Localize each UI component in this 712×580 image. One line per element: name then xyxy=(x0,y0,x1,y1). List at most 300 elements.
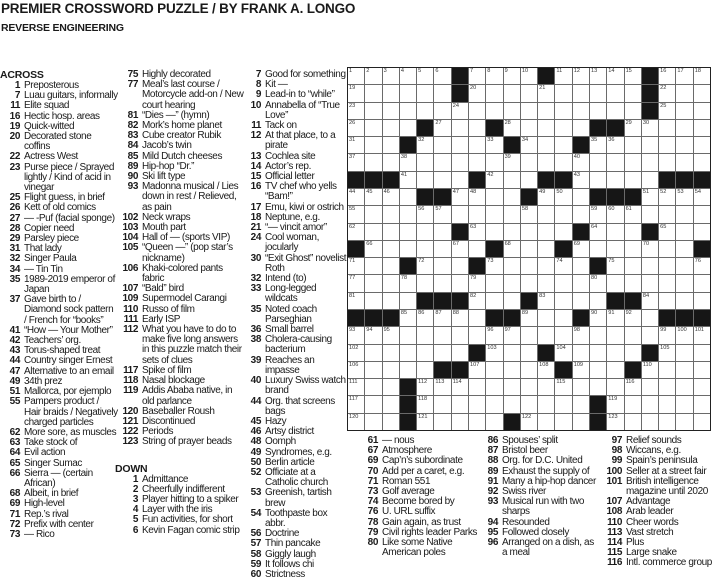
grid-cell[interactable] xyxy=(573,327,589,343)
grid-cell[interactable] xyxy=(469,224,485,240)
down-clue[interactable] xyxy=(244,254,348,274)
grid-cell[interactable] xyxy=(625,258,641,274)
grid-cell[interactable] xyxy=(469,396,485,412)
grid-cell[interactable] xyxy=(504,396,520,412)
grid-cell[interactable] xyxy=(434,258,450,274)
grid-cell[interactable] xyxy=(538,396,554,412)
across-clue[interactable] xyxy=(115,80,246,111)
grid-cell[interactable] xyxy=(469,103,485,119)
grid-cell[interactable] xyxy=(659,414,675,430)
grid-cell[interactable] xyxy=(642,327,658,343)
grid-cell[interactable] xyxy=(625,206,641,222)
grid-cell[interactable] xyxy=(590,103,606,119)
grid-cell[interactable] xyxy=(555,379,571,395)
grid-cell[interactable] xyxy=(521,241,537,257)
grid-cell[interactable] xyxy=(383,293,399,309)
grid-cell[interactable] xyxy=(694,362,710,378)
grid-cell[interactable] xyxy=(538,310,554,326)
grid-cell[interactable] xyxy=(625,68,641,84)
grid-cell[interactable] xyxy=(469,68,485,84)
grid-cell[interactable] xyxy=(642,137,658,153)
across-clue[interactable] xyxy=(115,437,246,447)
grid-cell[interactable] xyxy=(694,293,710,309)
grid-cell[interactable] xyxy=(642,379,658,395)
grid-cell[interactable] xyxy=(504,189,520,205)
grid-cell[interactable] xyxy=(521,137,537,153)
grid-cell[interactable] xyxy=(694,137,710,153)
grid-cell[interactable] xyxy=(504,206,520,222)
grid-cell[interactable] xyxy=(469,120,485,136)
grid-cell[interactable] xyxy=(625,120,641,136)
grid-cell[interactable] xyxy=(434,327,450,343)
grid-cell[interactable] xyxy=(625,327,641,343)
grid-cell[interactable] xyxy=(607,258,623,274)
grid-cell[interactable] xyxy=(452,103,468,119)
grid-cell[interactable] xyxy=(469,310,485,326)
grid-cell[interactable] xyxy=(417,241,433,257)
grid-cell[interactable] xyxy=(607,275,623,291)
grid-cell[interactable] xyxy=(486,224,502,240)
grid-cell[interactable] xyxy=(659,327,675,343)
grid-cell[interactable] xyxy=(676,206,692,222)
grid-cell[interactable] xyxy=(555,345,571,361)
grid-cell[interactable] xyxy=(452,414,468,430)
grid-cell[interactable] xyxy=(659,396,675,412)
grid-cell[interactable] xyxy=(676,137,692,153)
grid-cell[interactable] xyxy=(538,293,554,309)
grid-cell[interactable] xyxy=(383,362,399,378)
grid-cell[interactable] xyxy=(504,224,520,240)
grid-cell[interactable] xyxy=(486,189,502,205)
grid-cell[interactable] xyxy=(365,68,381,84)
grid-cell[interactable] xyxy=(659,379,675,395)
grid-cell[interactable] xyxy=(469,241,485,257)
grid-cell[interactable] xyxy=(642,120,658,136)
grid-cell[interactable] xyxy=(486,379,502,395)
down-clue[interactable] xyxy=(244,488,348,508)
grid-cell[interactable] xyxy=(694,68,710,84)
grid-cell[interactable] xyxy=(365,120,381,136)
grid-cell[interactable] xyxy=(694,85,710,101)
grid-cell[interactable] xyxy=(348,189,364,205)
grid-cell[interactable] xyxy=(383,189,399,205)
grid-cell[interactable] xyxy=(694,224,710,240)
grid-cell[interactable] xyxy=(452,189,468,205)
grid-cell[interactable] xyxy=(659,206,675,222)
grid-cell[interactable] xyxy=(659,345,675,361)
across-clue[interactable] xyxy=(0,469,118,489)
grid-cell[interactable] xyxy=(417,85,433,101)
grid-cell[interactable] xyxy=(452,258,468,274)
grid-cell[interactable] xyxy=(452,327,468,343)
grid-cell[interactable] xyxy=(590,310,606,326)
grid-cell[interactable] xyxy=(365,293,381,309)
down-clue[interactable] xyxy=(477,538,601,558)
down-clue[interactable] xyxy=(477,497,601,517)
grid-cell[interactable] xyxy=(400,241,416,257)
grid-cell[interactable] xyxy=(452,206,468,222)
grid-cell[interactable] xyxy=(417,275,433,291)
grid-cell[interactable] xyxy=(659,137,675,153)
grid-cell[interactable] xyxy=(538,189,554,205)
grid-cell[interactable] xyxy=(383,241,399,257)
grid-cell[interactable] xyxy=(400,206,416,222)
grid-cell[interactable] xyxy=(383,120,399,136)
grid-cell[interactable] xyxy=(434,241,450,257)
grid-cell[interactable] xyxy=(348,414,364,430)
down-clue[interactable] xyxy=(115,515,246,525)
grid-cell[interactable] xyxy=(417,154,433,170)
grid-cell[interactable] xyxy=(365,241,381,257)
grid-cell[interactable] xyxy=(625,310,641,326)
down-clue[interactable] xyxy=(350,538,480,558)
grid-cell[interactable] xyxy=(434,379,450,395)
grid-cell[interactable] xyxy=(590,345,606,361)
grid-cell[interactable] xyxy=(694,120,710,136)
grid-cell[interactable] xyxy=(434,224,450,240)
grid-cell[interactable] xyxy=(538,414,554,430)
grid-cell[interactable] xyxy=(573,154,589,170)
grid-cell[interactable] xyxy=(521,172,537,188)
grid-cell[interactable] xyxy=(417,224,433,240)
grid-cell[interactable] xyxy=(400,293,416,309)
grid-cell[interactable] xyxy=(417,172,433,188)
grid-cell[interactable] xyxy=(607,206,623,222)
grid-cell[interactable] xyxy=(348,224,364,240)
grid-cell[interactable] xyxy=(452,310,468,326)
grid-cell[interactable] xyxy=(642,414,658,430)
grid-cell[interactable] xyxy=(469,85,485,101)
grid-cell[interactable] xyxy=(434,85,450,101)
grid-cell[interactable] xyxy=(521,85,537,101)
grid-cell[interactable] xyxy=(573,258,589,274)
grid-cell[interactable] xyxy=(642,258,658,274)
grid-cell[interactable] xyxy=(383,137,399,153)
down-clue[interactable] xyxy=(244,468,348,488)
grid-cell[interactable] xyxy=(504,327,520,343)
grid-cell[interactable] xyxy=(452,241,468,257)
grid-cell[interactable] xyxy=(607,137,623,153)
down-clue[interactable] xyxy=(244,131,348,151)
down-clue[interactable] xyxy=(244,182,348,202)
grid-cell[interactable] xyxy=(452,396,468,412)
grid-cell[interactable] xyxy=(383,345,399,361)
grid-cell[interactable] xyxy=(348,68,364,84)
down-clue[interactable] xyxy=(244,376,348,396)
grid-cell[interactable] xyxy=(486,414,502,430)
grid-cell[interactable] xyxy=(383,154,399,170)
across-clue[interactable] xyxy=(0,132,118,152)
grid-cell[interactable] xyxy=(521,103,537,119)
grid-cell[interactable] xyxy=(607,362,623,378)
down-clue[interactable] xyxy=(596,477,712,497)
grid-cell[interactable] xyxy=(573,189,589,205)
grid-cell[interactable] xyxy=(676,379,692,395)
grid-cell[interactable] xyxy=(469,275,485,291)
grid-cell[interactable] xyxy=(521,414,537,430)
down-clue[interactable] xyxy=(244,233,348,253)
across-clue[interactable] xyxy=(0,530,118,540)
grid-cell[interactable] xyxy=(573,206,589,222)
grid-cell[interactable] xyxy=(659,224,675,240)
grid-cell[interactable] xyxy=(469,293,485,309)
grid-cell[interactable] xyxy=(486,345,502,361)
grid-cell[interactable] xyxy=(417,327,433,343)
grid-cell[interactable] xyxy=(504,68,520,84)
grid-cell[interactable] xyxy=(469,137,485,153)
grid-cell[interactable] xyxy=(504,154,520,170)
grid-cell[interactable] xyxy=(590,327,606,343)
grid-cell[interactable] xyxy=(590,241,606,257)
grid-cell[interactable] xyxy=(625,85,641,101)
grid-cell[interactable] xyxy=(607,85,623,101)
grid-cell[interactable] xyxy=(659,362,675,378)
grid-cell[interactable] xyxy=(434,310,450,326)
grid-cell[interactable] xyxy=(694,189,710,205)
grid-cell[interactable] xyxy=(486,103,502,119)
grid-cell[interactable] xyxy=(504,275,520,291)
grid-cell[interactable] xyxy=(417,310,433,326)
grid-cell[interactable] xyxy=(348,120,364,136)
grid-cell[interactable] xyxy=(573,120,589,136)
grid-cell[interactable] xyxy=(590,206,606,222)
grid-cell[interactable] xyxy=(625,241,641,257)
grid-cell[interactable] xyxy=(348,275,364,291)
grid-cell[interactable] xyxy=(676,224,692,240)
grid-cell[interactable] xyxy=(676,396,692,412)
grid-cell[interactable] xyxy=(486,172,502,188)
grid-cell[interactable] xyxy=(555,310,571,326)
grid-cell[interactable] xyxy=(555,85,571,101)
grid-cell[interactable] xyxy=(452,137,468,153)
grid-cell[interactable] xyxy=(504,103,520,119)
grid-cell[interactable] xyxy=(452,379,468,395)
grid-cell[interactable] xyxy=(538,137,554,153)
grid-cell[interactable] xyxy=(625,275,641,291)
grid-cell[interactable] xyxy=(694,206,710,222)
grid-cell[interactable] xyxy=(694,275,710,291)
grid-cell[interactable] xyxy=(538,379,554,395)
grid-cell[interactable] xyxy=(590,154,606,170)
grid-cell[interactable] xyxy=(383,103,399,119)
grid-cell[interactable] xyxy=(676,327,692,343)
grid-cell[interactable] xyxy=(607,154,623,170)
grid-cell[interactable] xyxy=(486,85,502,101)
grid-cell[interactable] xyxy=(573,414,589,430)
grid-cell[interactable] xyxy=(365,362,381,378)
grid-cell[interactable] xyxy=(521,224,537,240)
grid-cell[interactable] xyxy=(676,345,692,361)
grid-cell[interactable] xyxy=(348,293,364,309)
grid-cell[interactable] xyxy=(625,414,641,430)
grid-cell[interactable] xyxy=(642,189,658,205)
down-clue[interactable] xyxy=(596,558,712,568)
grid-cell[interactable] xyxy=(365,189,381,205)
grid-cell[interactable] xyxy=(555,293,571,309)
grid-cell[interactable] xyxy=(590,68,606,84)
grid-cell[interactable] xyxy=(538,362,554,378)
grid-cell[interactable] xyxy=(573,362,589,378)
grid-cell[interactable] xyxy=(607,310,623,326)
grid-cell[interactable] xyxy=(348,154,364,170)
grid-cell[interactable] xyxy=(590,275,606,291)
grid-cell[interactable] xyxy=(434,206,450,222)
grid-cell[interactable] xyxy=(625,396,641,412)
grid-cell[interactable] xyxy=(659,154,675,170)
grid-cell[interactable] xyxy=(486,396,502,412)
down-clue[interactable] xyxy=(244,305,348,325)
grid-cell[interactable] xyxy=(400,275,416,291)
grid-cell[interactable] xyxy=(504,120,520,136)
grid-cell[interactable] xyxy=(607,327,623,343)
down-clue[interactable] xyxy=(244,335,348,355)
grid-cell[interactable] xyxy=(348,327,364,343)
grid-cell[interactable] xyxy=(504,241,520,257)
grid-cell[interactable] xyxy=(659,241,675,257)
grid-cell[interactable] xyxy=(694,379,710,395)
grid-cell[interactable] xyxy=(521,206,537,222)
across-clue[interactable] xyxy=(115,264,246,284)
grid-cell[interactable] xyxy=(659,68,675,84)
grid-cell[interactable] xyxy=(383,85,399,101)
grid-cell[interactable] xyxy=(590,293,606,309)
grid-cell[interactable] xyxy=(607,379,623,395)
grid-cell[interactable] xyxy=(486,258,502,274)
grid-cell[interactable] xyxy=(590,85,606,101)
grid-cell[interactable] xyxy=(469,327,485,343)
grid-cell[interactable] xyxy=(348,85,364,101)
grid-cell[interactable] xyxy=(348,137,364,153)
grid-cell[interactable] xyxy=(469,379,485,395)
grid-cell[interactable] xyxy=(383,379,399,395)
grid-cell[interactable] xyxy=(434,172,450,188)
grid-cell[interactable] xyxy=(486,154,502,170)
across-clue[interactable] xyxy=(0,397,118,428)
grid-cell[interactable] xyxy=(642,293,658,309)
grid-cell[interactable] xyxy=(486,327,502,343)
grid-cell[interactable] xyxy=(400,103,416,119)
grid-cell[interactable] xyxy=(555,189,571,205)
grid-cell[interactable] xyxy=(365,275,381,291)
grid-cell[interactable] xyxy=(365,85,381,101)
grid-cell[interactable] xyxy=(521,310,537,326)
grid-cell[interactable] xyxy=(538,85,554,101)
grid-cell[interactable] xyxy=(504,172,520,188)
grid-cell[interactable] xyxy=(417,103,433,119)
grid-cell[interactable] xyxy=(417,206,433,222)
grid-cell[interactable] xyxy=(504,293,520,309)
grid-cell[interactable] xyxy=(573,241,589,257)
grid-cell[interactable] xyxy=(642,310,658,326)
grid-cell[interactable] xyxy=(417,396,433,412)
grid-cell[interactable] xyxy=(676,120,692,136)
grid-cell[interactable] xyxy=(469,189,485,205)
grid-cell[interactable] xyxy=(365,137,381,153)
grid-cell[interactable] xyxy=(590,362,606,378)
grid-cell[interactable] xyxy=(383,396,399,412)
down-clue[interactable] xyxy=(244,509,348,529)
grid-cell[interactable] xyxy=(434,120,450,136)
grid-cell[interactable] xyxy=(348,258,364,274)
grid-cell[interactable] xyxy=(694,154,710,170)
grid-cell[interactable] xyxy=(538,103,554,119)
grid-cell[interactable] xyxy=(676,85,692,101)
grid-cell[interactable] xyxy=(348,362,364,378)
grid-cell[interactable] xyxy=(400,172,416,188)
grid-cell[interactable] xyxy=(694,345,710,361)
grid-cell[interactable] xyxy=(555,120,571,136)
grid-cell[interactable] xyxy=(590,172,606,188)
grid-cell[interactable] xyxy=(590,137,606,153)
grid-cell[interactable] xyxy=(642,275,658,291)
grid-cell[interactable] xyxy=(573,345,589,361)
grid-cell[interactable] xyxy=(434,68,450,84)
grid-cell[interactable] xyxy=(590,379,606,395)
grid-cell[interactable] xyxy=(642,362,658,378)
across-clue[interactable] xyxy=(0,275,118,295)
grid-cell[interactable] xyxy=(659,275,675,291)
grid-cell[interactable] xyxy=(365,327,381,343)
grid-cell[interactable] xyxy=(538,258,554,274)
grid-cell[interactable] xyxy=(625,172,641,188)
grid-cell[interactable] xyxy=(504,345,520,361)
grid-cell[interactable] xyxy=(555,327,571,343)
grid-cell[interactable] xyxy=(659,85,675,101)
grid-cell[interactable] xyxy=(417,68,433,84)
grid-cell[interactable] xyxy=(400,345,416,361)
grid-cell[interactable] xyxy=(625,103,641,119)
grid-cell[interactable] xyxy=(434,275,450,291)
down-clue[interactable] xyxy=(244,570,348,580)
grid-cell[interactable] xyxy=(676,293,692,309)
grid-cell[interactable] xyxy=(521,154,537,170)
grid-cell[interactable] xyxy=(434,396,450,412)
grid-cell[interactable] xyxy=(607,224,623,240)
grid-cell[interactable] xyxy=(573,379,589,395)
grid-cell[interactable] xyxy=(676,103,692,119)
grid-cell[interactable] xyxy=(676,189,692,205)
grid-cell[interactable] xyxy=(400,189,416,205)
grid-cell[interactable] xyxy=(555,154,571,170)
grid-cell[interactable] xyxy=(607,414,623,430)
grid-cell[interactable] xyxy=(452,345,468,361)
grid-cell[interactable] xyxy=(642,154,658,170)
down-clue[interactable] xyxy=(244,437,348,447)
down-clue[interactable] xyxy=(244,284,348,304)
grid-cell[interactable] xyxy=(676,275,692,291)
grid-cell[interactable] xyxy=(555,275,571,291)
grid-cell[interactable] xyxy=(642,396,658,412)
grid-cell[interactable] xyxy=(694,414,710,430)
grid-cell[interactable] xyxy=(607,345,623,361)
grid-cell[interactable] xyxy=(573,103,589,119)
grid-cell[interactable] xyxy=(642,241,658,257)
grid-cell[interactable] xyxy=(486,137,502,153)
grid-cell[interactable] xyxy=(538,224,554,240)
grid-cell[interactable] xyxy=(365,414,381,430)
grid-cell[interactable] xyxy=(452,275,468,291)
across-clue[interactable] xyxy=(115,386,246,406)
grid-cell[interactable] xyxy=(486,293,502,309)
grid-cell[interactable] xyxy=(383,275,399,291)
down-clue[interactable] xyxy=(244,397,348,417)
grid-cell[interactable] xyxy=(590,224,606,240)
across-clue[interactable] xyxy=(115,243,246,263)
grid-cell[interactable] xyxy=(555,206,571,222)
grid-cell[interactable] xyxy=(538,120,554,136)
grid-cell[interactable] xyxy=(642,172,658,188)
grid-cell[interactable] xyxy=(625,137,641,153)
